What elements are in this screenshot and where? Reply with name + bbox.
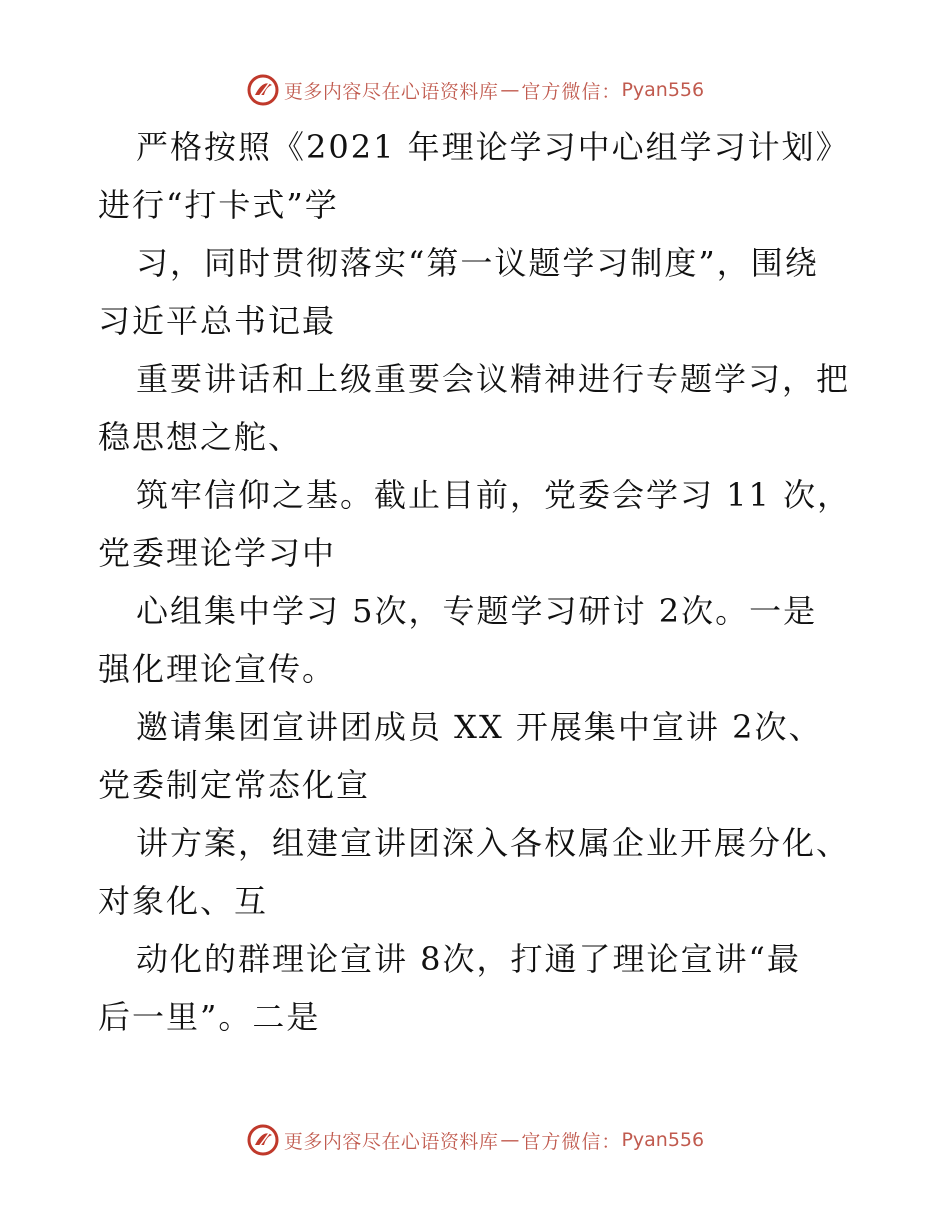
watermark-wechat-id: Pyan556 — [621, 1129, 705, 1151]
brand-logo-icon — [246, 1123, 280, 1157]
text-line: 筑牢信仰之基。截止目前，党委会学习 11 次， — [136, 476, 852, 514]
text-line: 重要讲话和上级重要会议精神进行专题学习，把 — [136, 360, 851, 398]
footer-watermark — [0, 1120, 950, 1160]
brand-logo-icon — [246, 73, 280, 107]
text-line: 心组集中学习 5次，专题学习研讨 2次。一是 — [136, 592, 818, 630]
text-line: 习近平总书记最 — [98, 302, 337, 340]
text-line: 党委制定常态化宣 — [98, 766, 371, 804]
text-line: 严格按照《2021 年理论学习中心组学习计划》 — [136, 128, 850, 166]
document-body — [98, 118, 878, 1046]
watermark-wechat-id: Pyan556 — [621, 79, 705, 101]
text-line: 强化理论宣传。 — [98, 650, 337, 688]
text-line: 稳思想之舵、 — [98, 418, 303, 456]
watermark-brand-text: 更多内容尽在心语资料库 — [283, 80, 499, 103]
text-line: 党委理论学习中 — [98, 534, 337, 572]
text-line: 后一里”。二是 — [98, 998, 321, 1036]
text-line: 讲方案，组建宣讲团深入各权属企业开展分化、 — [136, 824, 851, 862]
text-line: 动化的群理论宣讲 8次，打通了理论宣讲“最 — [136, 940, 801, 978]
text-line: 习，同时贯彻落实“第一议题学习制度”，围绕 — [136, 244, 819, 282]
header-watermark — [0, 70, 950, 110]
watermark-wechat-label: 官方微信： — [521, 1130, 622, 1153]
watermark-separator: — — [500, 1129, 520, 1151]
text-line: 进行“打卡式”学 — [98, 186, 339, 224]
watermark-brand-text: 更多内容尽在心语资料库 — [283, 1130, 499, 1153]
text-line: 对象化、互 — [98, 882, 269, 920]
watermark-separator: — — [500, 79, 520, 101]
watermark-wechat-label: 官方微信： — [521, 80, 622, 103]
text-line: 邀请集团宣讲团成员 XX 开展集中宣讲 2次、 — [136, 708, 823, 746]
